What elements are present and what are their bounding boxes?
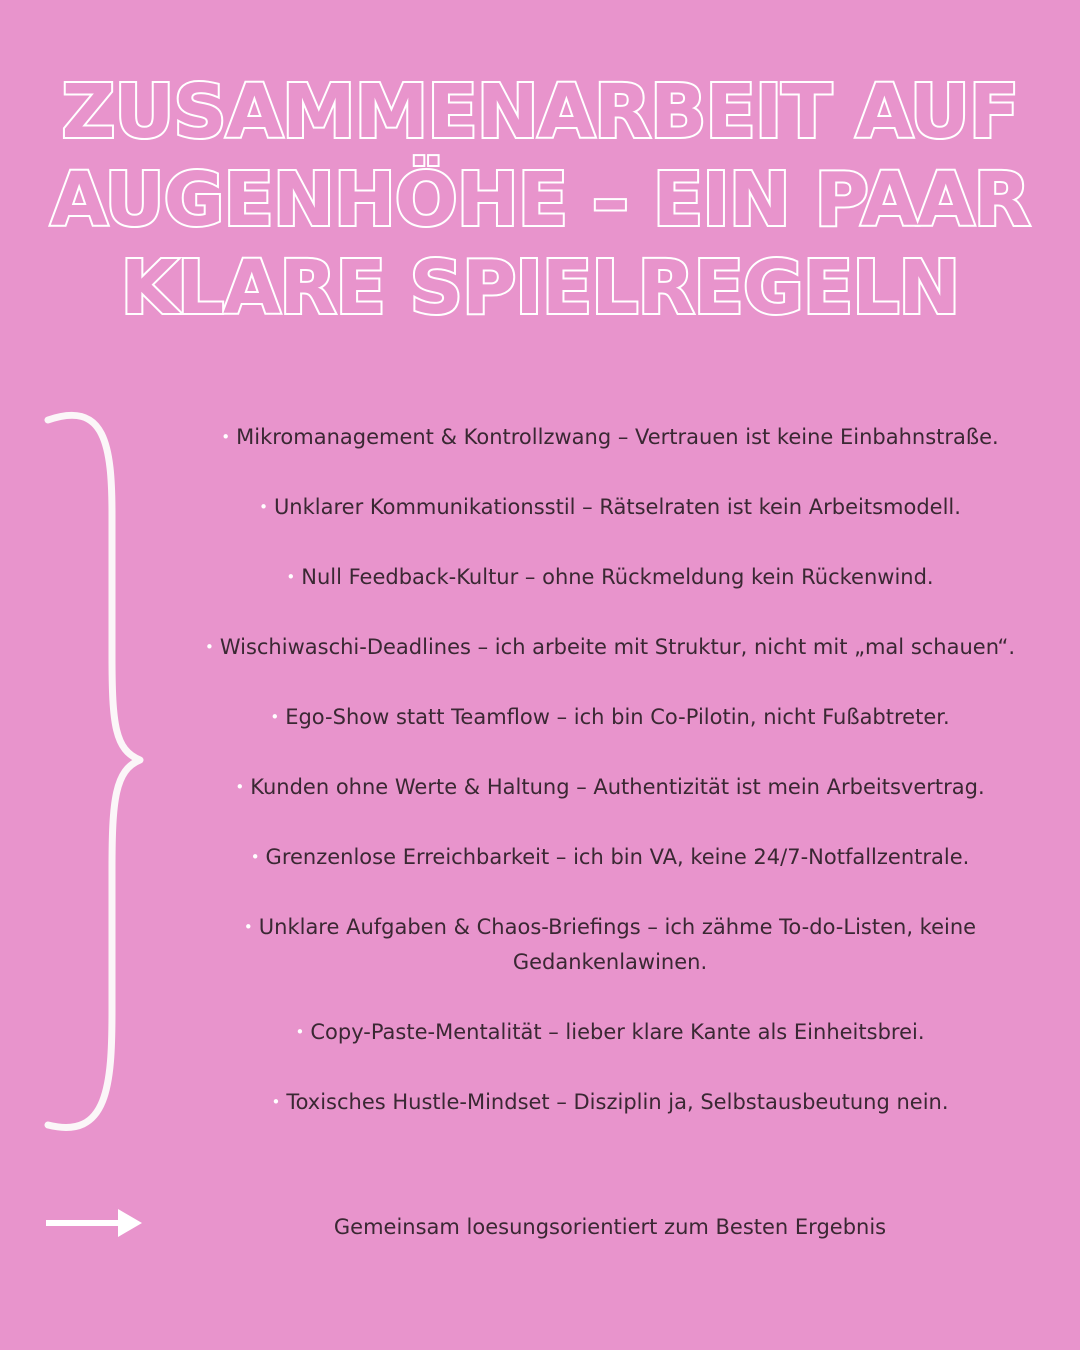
- rule-text: Toxisches Hustle-Mindset – Disziplin ja, Selbstausbeutung nein.: [286, 1090, 949, 1114]
- list-item: [190, 700, 1030, 735]
- list-item: [190, 420, 1030, 455]
- bullet-dot: •: [286, 568, 296, 586]
- bullet-dot: •: [243, 918, 253, 936]
- list-item: [190, 630, 1030, 665]
- footer-text: Gemeinsam loesungsorientiert zum Besten Ergebnis: [333, 1215, 887, 1239]
- bullet-dot: •: [259, 498, 268, 516]
- list-item: [190, 1085, 1030, 1120]
- bullet-dot: •: [235, 778, 245, 796]
- bullet-dot: •: [295, 1023, 305, 1041]
- rule-text: Unklare Aufgaben & Chaos-Briefings – ich zähme To-do-Listen, keine Gedankenlawinen.: [258, 915, 977, 974]
- curly-brace-icon: [30, 405, 150, 1145]
- rule-text: Ego-Show statt Teamflow – ich bin Co-Pilotin, nicht Fußabtreter.: [285, 705, 950, 729]
- rule-text: Unklarer Kommunikationsstil – Rätselraten ist kein Arbeitsmodell.: [273, 495, 961, 519]
- list-item: [190, 770, 1030, 805]
- title-line-3: KLARE SPIELREGELN: [120, 245, 960, 331]
- rule-text: Mikromanagement & Kontrollzwang – Vertrauen ist keine Einbahnstraße.: [236, 425, 999, 449]
- rule-text: Copy-Paste-Mentalität – lieber klare Kante als Einheitsbrei.: [310, 1020, 925, 1044]
- rules-list: [190, 420, 1030, 1155]
- list-item: [190, 840, 1030, 875]
- bullet-dot: •: [271, 1093, 281, 1111]
- rule-text: Wischiwaschi-Deadlines – ich arbeite mit Struktur, nicht mit „mal schauen“.: [219, 635, 1016, 659]
- rule-text: Kunden ohne Werte & Haltung – Authentizität ist mein Arbeitsvertrag.: [250, 775, 985, 799]
- list-item: [190, 560, 1030, 595]
- page-title: [20, 68, 1060, 332]
- title-line-1: ZUSAMMENARBEIT AUF: [61, 69, 1019, 155]
- rule-text: Grenzenlose Erreichbarkeit – ich bin VA, keine 24/7-Notfallzentrale.: [265, 845, 970, 869]
- bullet-dot: •: [270, 708, 280, 726]
- list-item: [190, 910, 1030, 980]
- list-item: [190, 490, 1030, 525]
- title-line-2: AUGENHÖHE – EIN PAAR: [50, 157, 1030, 243]
- bullet-dot: •: [250, 848, 260, 866]
- bullet-dot: •: [221, 428, 231, 446]
- arrow-right-icon: [40, 1205, 150, 1241]
- bullet-dot: •: [204, 638, 214, 656]
- list-item: [190, 1015, 1030, 1050]
- rule-text: Null Feedback-Kultur – ohne Rückmeldung kein Rückenwind.: [301, 565, 934, 589]
